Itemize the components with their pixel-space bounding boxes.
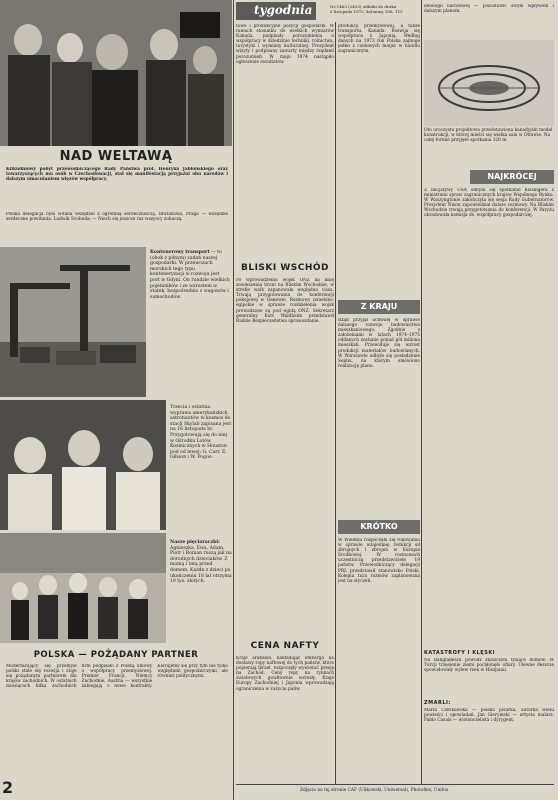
article-najkrocej: Z inicjatywy USA odbyła się spotkanie Kissingera z ministrami spraw zagranicznych krajów Wspólnego Rynku. W Waszyngtonie zakończyła się sesja Rady Gubernatorów. Prezydent Nixon zapowiedział dalsze rozmowy. Na Bliskim Wschodzie trwają przygotowania do konferencji. W Paryżu obradowała komisja ds. współpracy gospodarczej. <box>424 188 554 219</box>
lead-nad-weltawa: Kilkudniowy pobyt przewodniczącego Rady Państwa prof. Henryka Jabłońskiego oraz towarzyszących mu osób w Czechosłowacji, stał się manifestacją przyjaźni obu narodów i dalszym umacnianiem więzów współpracy. <box>6 167 228 183</box>
masthead-issue-line-2: 5 listopada 1972, kolumny 108, 115 <box>330 9 403 14</box>
article-katastrofy: Na Bangladeszu powódź zniszczyła tysiące domów. W Turcji trzęsienie ziemi pochłonęło ofiary. Ulewne deszcze spowodowały wylew rzek w Hiszpanii. <box>424 658 554 674</box>
caption-quintuplets <box>170 540 232 642</box>
astronauts-photo <box>0 400 166 530</box>
headline-nad-weltawa: NAD WELTAWĄ <box>59 149 173 164</box>
article-bliski-wschod: Po wprowadzeniu wojsk ONZ na linię zawieszenia broni na Bliskim Wschodzie, w strefie walk zapanowała względna cisza. Trwają przygotowania do konferencji pokojowej w Genewie. Rozmowy izraelsko-egipskie w sprawie rozdzielenia wojsk prowadzone są pod egidą ONZ. Sekretarz generalny Kurt Waldheim przedstawił Radzie Bezpieczeństwa sprawozdanie. <box>236 278 334 324</box>
article-nad-weltawa: Polska delegacja była witana wszędzie z ogromną serdecznością. Bratislawa, Praga — wszędzie serdeczne powitania. Ludwik Svoboda: — Niech się jeszcze raz wszyscy zobaczą. <box>6 212 228 223</box>
masthead-title: tygodnia <box>254 3 313 17</box>
caption-quintuplets-text: Agnieszka, Ewa, Adam, Piotr i Roman ruszą jak na dorodnych dzieciaków. Z mamą i tatą przed domem. Każde z dzieci po ukończeniu 18 lat otrzyma 10 tys. złotych. <box>170 545 232 585</box>
article-right-top: produkcji przemysłowej, a także transportu. Kanada. Rozwija się współpraca z Japonią. Według danych na 1973 rok Polska zajmuje jedno z czołowych miejsc w handlu zagranicznym. <box>338 24 420 55</box>
article-polska-partner: Modernizujący się przemysł polski stale się rozwija i staje się pożądanym partnerem dla krajów zachodnich. W ostatnich miesiącach kilka zachodnich firm podpisało z Polską umowy o współpracy przemysłowej. Premier Francji, Niemcy Zachodnie, Austria — wszystkie zabiegają o nowe kontrakty. Kierujemy się przy tym nie tylko względami gospodarczymi, ale również politycznymi. <box>6 664 228 690</box>
page-number: 2 <box>2 778 14 797</box>
headline-zmarli: ZMARLI: <box>424 700 451 706</box>
headline-polska-partner: POLSKA — POŻĄDANY PARTNER <box>33 650 199 660</box>
caption-container-text: — to (obok z pilnym) zadań naszej gospodarki. W przewozach morskich tego typu konteneryzacji w rozwoju jest port w Gdyni. On rundzie wielkich pojemników i ze wzrostem w statek, bezpośrednio z wagonów i samochodów. <box>150 250 230 300</box>
article-far-top: ideologii narodowej — pozostawić swym wpływom i dalszym planom. <box>424 4 554 15</box>
footer-rule <box>236 784 554 785</box>
masthead-issue-line-1: Nr 1463 (2433) odbitki do druku <box>330 4 397 9</box>
section-bar-krotko: KRÓTKO <box>338 520 420 534</box>
article-z-kraju: Rząd przyjął uchwałę w sprawie dalszego rozwoju budownictwa mieszkaniowego. Zgodnie z założeniami w latach 1974–1975 oddanych zostanie ponad pół miliona mieszkań. Przewiduje się wzrost produkcji materiałów budowlanych. W Warszawie odbyło się posiedzenie Sejmu, na którym omówiono realizację planu. <box>338 318 420 369</box>
caption-building-model: Oto uroczysta projektowa przedstawiona kanadyjski model konstrukcji, w której mieści się wielka sala w Ottawie. Na całej formie przyjęte spotkania 320 m. <box>424 128 553 144</box>
delegation-photo <box>0 0 232 146</box>
article-middle-top: towe i produkcyjne pozycji gospodarki. W ramach stosunku do wielkich wymiarów Kanada, podpisały porozumienia o współpracy w dziedzinie techniki, rolnictwa, turystyki i wymiany kulturalnej. Prezydent wizyty i podpisany zawarty między rządami porozumień. W maju 1974 nastąpiło ogłoszenie rezultatów. <box>236 24 334 65</box>
caption-container-transport <box>150 250 230 396</box>
container-port-photo <box>0 247 146 397</box>
section-bar-najkrocej: NAJKRÓCEJ <box>470 170 554 184</box>
headline-bliski-wschod: BLISKI WSCHÓD <box>240 263 330 273</box>
headline-katastrofy: KATASTROFY I KLĘSKI <box>424 650 496 656</box>
footer-credits: Zdjęcia na tej stronie CAF (Ulikowski, Uniwersal), Photoflex, Unifox <box>300 788 449 793</box>
article-zmarli: Maria Czerkawska — polska pisarka, autorka wielu powieści i opowiadań. Jan Gierymski — artysta malarz. Pablo Casals — wiolonczelista i dyrygent. <box>424 708 554 724</box>
caption-astronauts: Trzecia i ostatnia wyprawa amerykańskich astronautów w kosmos do stacji Skylab zapisana jest na 16 listopada br. Przygotowują się do niej w Ośrodku Lotów Kosmicznych w Houston pod od lewej: G. Carr, E. Gibson i W. Pogue. <box>170 405 232 461</box>
headline-cena-nafty: CENA NAFTY <box>250 641 320 651</box>
section-bar-z-kraju: Z KRAJU <box>338 300 420 314</box>
divider-2 <box>335 22 336 784</box>
caption-quintuplets-title: Nasze pięcioraczki: <box>170 540 220 545</box>
divider-3 <box>421 0 422 784</box>
divider-1 <box>233 0 234 800</box>
masthead-bar <box>236 2 316 20</box>
article-cena-nafty: Kraje arabskie, nakładając embargo na dostawy ropy naftowej do tych państw, które popierają Izrael, rozpoczęły wywierać presję na Zachód. Ceny ropy na rynkach światowych gwałtownie wzrosły. Kraje Europy Zachodniej i Japonia wprowadzają ograniczenia w zużyciu paliw. <box>236 656 334 692</box>
article-krotko: W Wiedniu rozpoczęła się rokowania w sprawie wzajemnej redukcji sił zbrojnych i zbrojeń w Europie Środkowej. W rozmowach uczestniczą przedstawiciele 19 państw. Przewodniczący delegacji PRL przedstawił stanowisko Polski. Kolejna tura rozmów zaplanowana jest na styczeń. <box>338 538 420 584</box>
caption-container-title: Kontenerowy transport <box>150 250 210 255</box>
building-model-photo <box>424 40 554 126</box>
quintuplets-photo <box>0 533 166 643</box>
